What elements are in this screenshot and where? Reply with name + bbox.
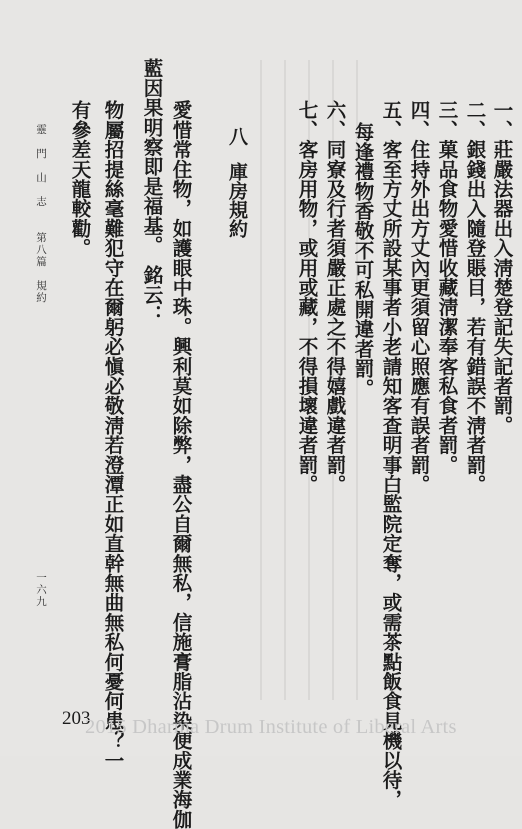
rule-4: 四、住持外出方丈內更須留心照應有誤者罰。: [407, 100, 431, 494]
rule-3: 三、菓品食物愛惜收藏淸潔奉客私食者罰。: [435, 100, 459, 475]
body-paragraph-line-1: 愛惜常住物，如護眼中珠。興利莫如除弊，盡公自爾無私，信施膏脂沾染便成業海伽: [169, 100, 193, 829]
page-number-chinese: 一六九: [35, 572, 47, 608]
body-paragraph-line-2: 藍因果明察即是福基。 銘云：: [140, 58, 164, 325]
rule-6: 六、同寮及行者須嚴正處之不得嬉戲違者罰。: [323, 100, 347, 494]
footer-credit: 2015 Dharma Drum Institute of Liberal Arts: [85, 716, 457, 738]
rule-2: 二、銀錢出入隨登賬目，若有錯誤不淸者罰。: [463, 100, 487, 494]
rule-5: 五、客至方丈所設某事者小老請知客查明事白監院定奪，或需茶點飯食見機以待，: [379, 100, 403, 810]
page-number: 203: [62, 708, 91, 729]
section-heading: [224, 127, 251, 238]
running-header: 靈 門 山 志 第八篇 規約: [35, 124, 47, 304]
inscription-line-2: 有參差天龍較勸。: [68, 100, 92, 258]
rule-1: 一、莊嚴法器出入淸楚登記失記者罰。: [490, 100, 514, 435]
rule-7: 七、客房用物，或用或藏，不得損壞違者罰。: [295, 100, 319, 494]
inscription-line-1: 物屬招提絲毫難犯守在爾躬必愼必敬淸若澄潭正如直幹無曲無私何憂何患？一: [101, 100, 125, 770]
section-number: 八: [226, 127, 248, 146]
rule-5-continuation: 每逢禮物香敬不可私開違者罰。: [351, 122, 375, 398]
section-title: 庫房規約: [226, 162, 248, 238]
